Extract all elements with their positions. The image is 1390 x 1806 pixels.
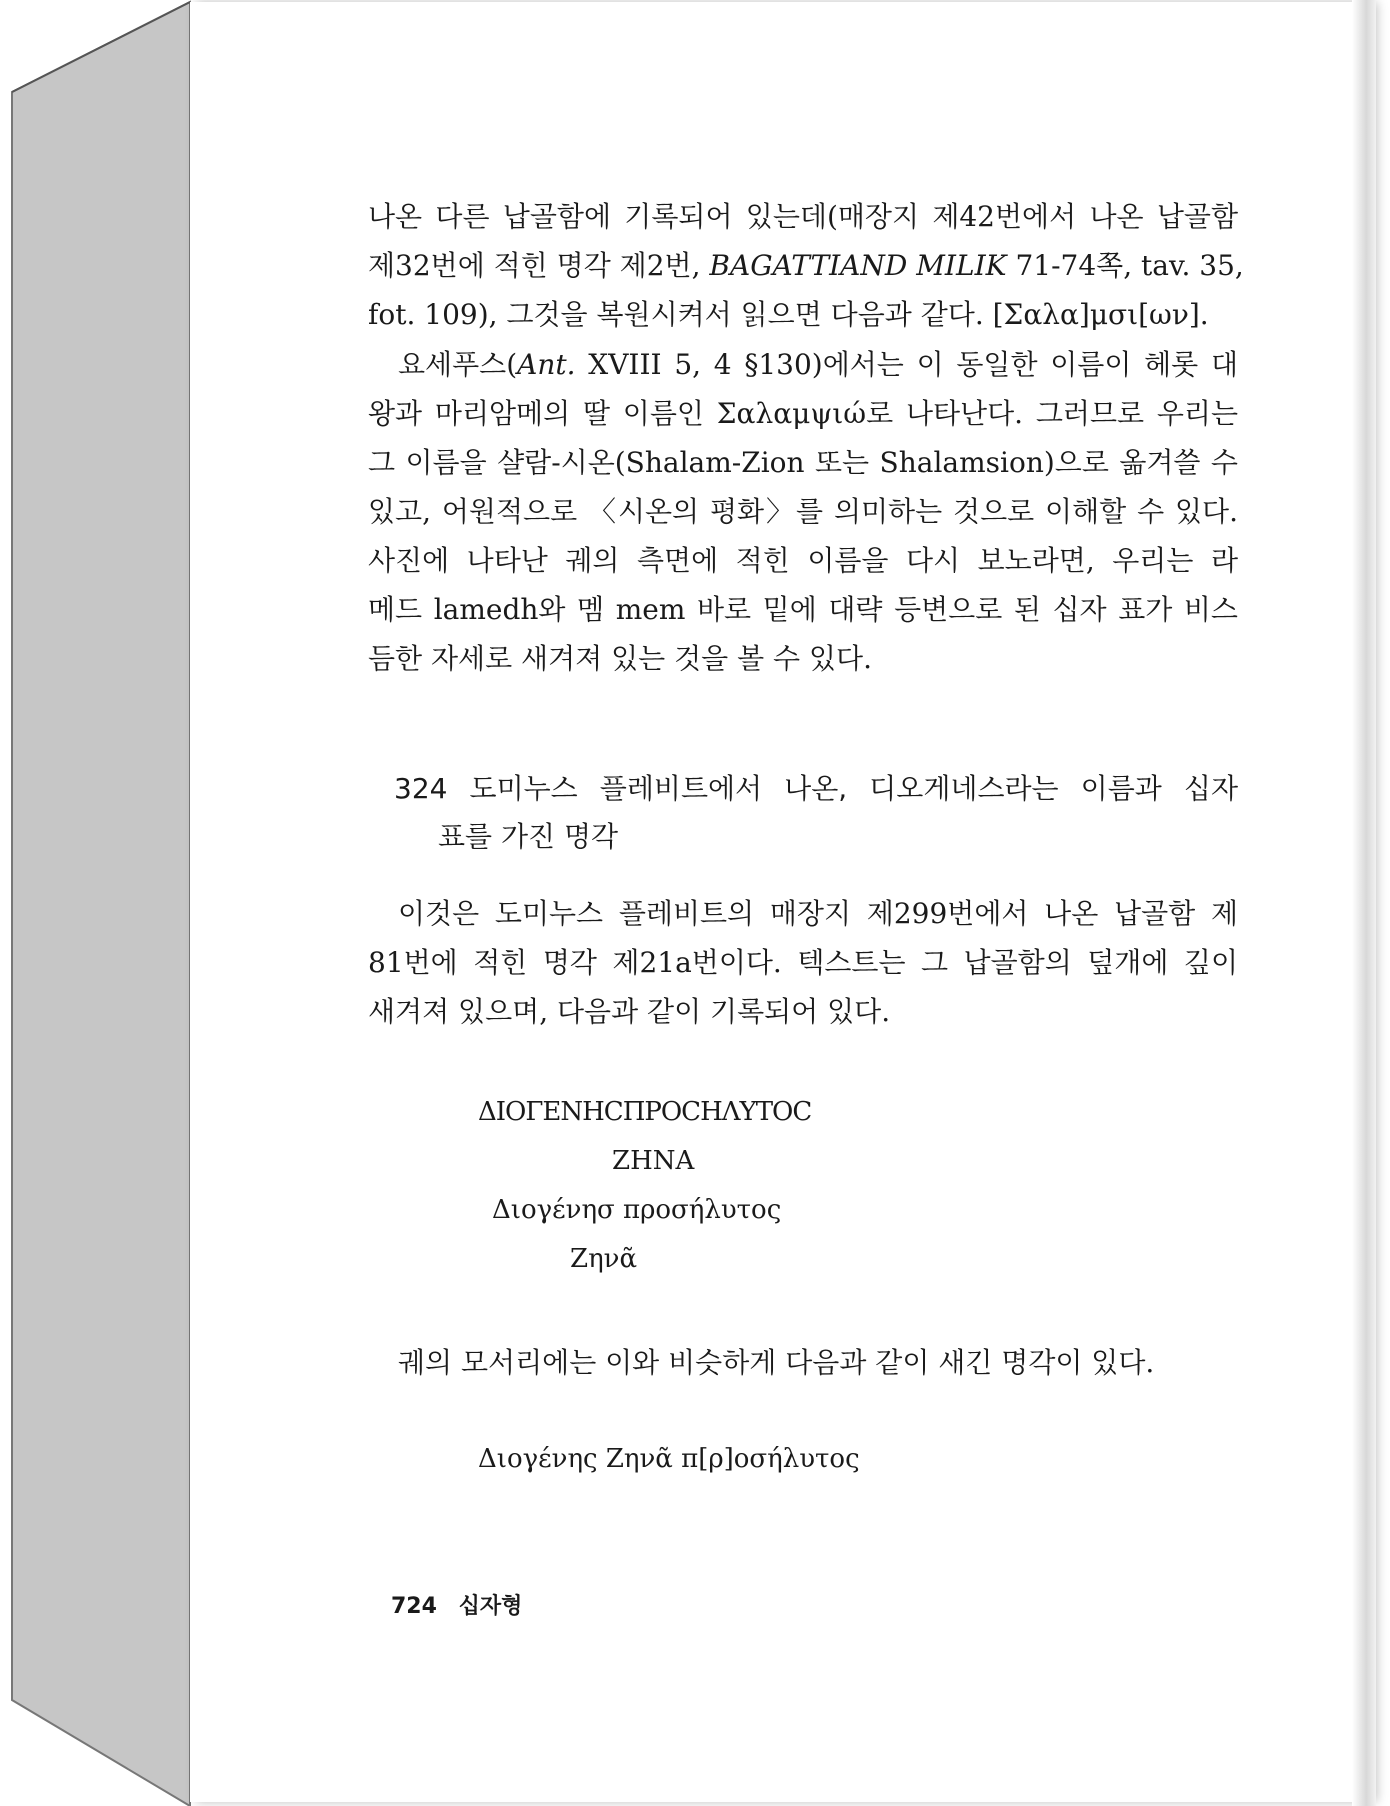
paragraph1-line3: fot. 109), 그것을 복원시켜서 읽으면 다음과 같다. [Σαλα]μσι[ων]. — [368, 298, 1209, 331]
inscription-transcription-line2: Ζηνᾶ — [570, 1244, 638, 1274]
paragraph2-line1: 요세푸스(Ant. XVIII 5, 4 §130)에서는 이 동일한 이름이 헤롯 대 — [398, 348, 1238, 381]
paragraph2-line5: 사진에 나타난 궤의 측면에 적힌 이름을 다시 보노라면, 우리는 라 — [368, 544, 1238, 577]
paragraph2-line2: 왕과 마리암메의 딸 이름인 Σαλαμψιώ로 나타난다. 그러므로 우리는 — [368, 397, 1238, 430]
paragraph4: 궤의 모서리에는 이와 비슷하게 다음과 같이 새긴 명각이 있다. — [398, 1346, 1155, 1379]
section-heading-line2: 표를 가진 명각 — [438, 820, 619, 853]
paragraph3-line2: 81번에 적힌 명각 제21a번이다. 텍스트는 그 납골함의 덮개에 깊이 — [368, 946, 1238, 979]
paragraph2-line6: 메드 lamedh와 멤 mem 바로 밑에 대략 등변으로 된 십자 표가 비스 — [368, 593, 1238, 626]
paragraph1-line2: 제32번에 적힌 명각 제2번, BAGATTIAND MILIK 71-74쪽, tav. 35, — [368, 249, 1244, 282]
inscription2: Διογένης Ζηνᾶ π[ρ]οσήλυτος — [478, 1444, 860, 1474]
page-footer — [391, 1589, 536, 1620]
paragraph3-line3: 새겨져 있으며, 다음과 같이 기록되어 있다. — [368, 995, 891, 1028]
page-number: 724 — [391, 1594, 437, 1619]
section-heading-line1: 324 도미누스 플레비트에서 나온, 디오게네스라는 이름과 십자 — [394, 772, 1238, 805]
paragraph1-line1: 나온 다른 납골함에 기록되어 있는데(매장지 제42번에서 나온 납골함 — [368, 200, 1238, 233]
inscription-uppercase-line2: ZHNA — [612, 1146, 695, 1176]
paragraph2-line3: 그 이름을 샬람-시온(Shalam-Zion 또는 Shalamsion)으로 옮겨쓸 수 — [368, 446, 1238, 479]
paragraph2-line7: 듬한 자세로 새겨져 있는 것을 볼 수 있다. — [368, 642, 872, 675]
paragraph3-line1: 이것은 도미누스 플레비트의 매장지 제299번에서 나온 납골함 제 — [398, 897, 1238, 930]
paragraph2-line4: 있고, 어원적으로 〈시온의 평화〉를 의미하는 것으로 이해할 수 있다. — [368, 495, 1238, 528]
page-edge-shadow — [1352, 0, 1376, 1806]
inscription-uppercase-line1: ΔΙΟΓΕΝΗCΠΡΟCΗΛΥΤΟC — [478, 1097, 812, 1127]
inscription-transcription-line1: Διογένησ προσήλυτος — [492, 1195, 782, 1225]
running-title: 십자형 — [458, 1594, 523, 1619]
